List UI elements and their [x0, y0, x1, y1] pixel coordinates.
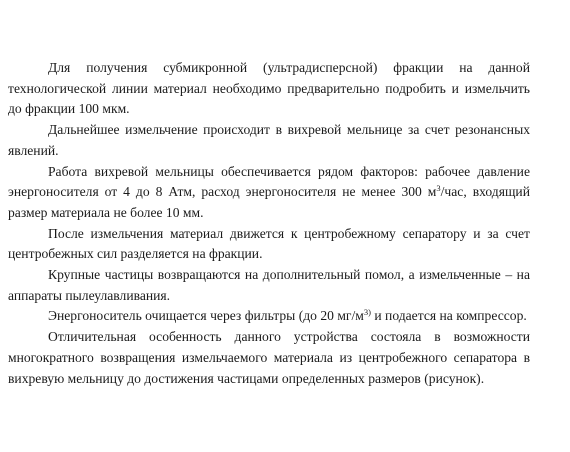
paragraph-mill-operation-tail: /час, входящий размер материала не более 10 мм. — [8, 184, 530, 220]
superscript-cubic-paren: 3) — [363, 307, 371, 318]
paragraph-filtration-tail: и подается на компрессор. — [370, 308, 527, 324]
paragraph-separator: После измельчения материал движется к центробежному сепаратору и за счет центробежных сил разделяется на фракции. — [8, 225, 530, 262]
paragraph-mill-operation — [8, 162, 530, 224]
paragraph-filtration — [8, 306, 530, 327]
superscript-cubic: 3 — [436, 183, 441, 194]
paragraph-further-grinding: Дальнейшее измельчение происходит в вихревой мельнице за счет резонансных явлений. — [8, 122, 530, 158]
paragraph-filtration-text: Энергоноситель очищается через фильтры (до 20 мг/м — [48, 308, 364, 324]
document-body — [8, 58, 530, 389]
paragraph-mill-operation-text: Работа вихревой мельницы обеспечивается рядом факторов: рабочее давление энергоносителя от 4 до 8 Атм, расход энергоносителя не менее 300 м — [8, 163, 530, 200]
paragraph-preparation: Для получения субмикронной (ультрадисперсной) фракции на данной технологической линии материал необходимо предварительно подробить и измельчить до фракции 100 мкм. — [8, 60, 530, 117]
paragraph-distinctive-feature: Отличительная особенность данного устройства состояла в возможности многократного возвращения измельчаемого материала из центробежного сепаратора в вихревую мельницу до достижения частицами определенных размеров (рисунок). — [8, 329, 530, 386]
paragraph-coarse-particles: Крупные частицы возвращаются на дополнительный помол, а измельченные – на аппараты пылеулавливания. — [8, 267, 530, 303]
